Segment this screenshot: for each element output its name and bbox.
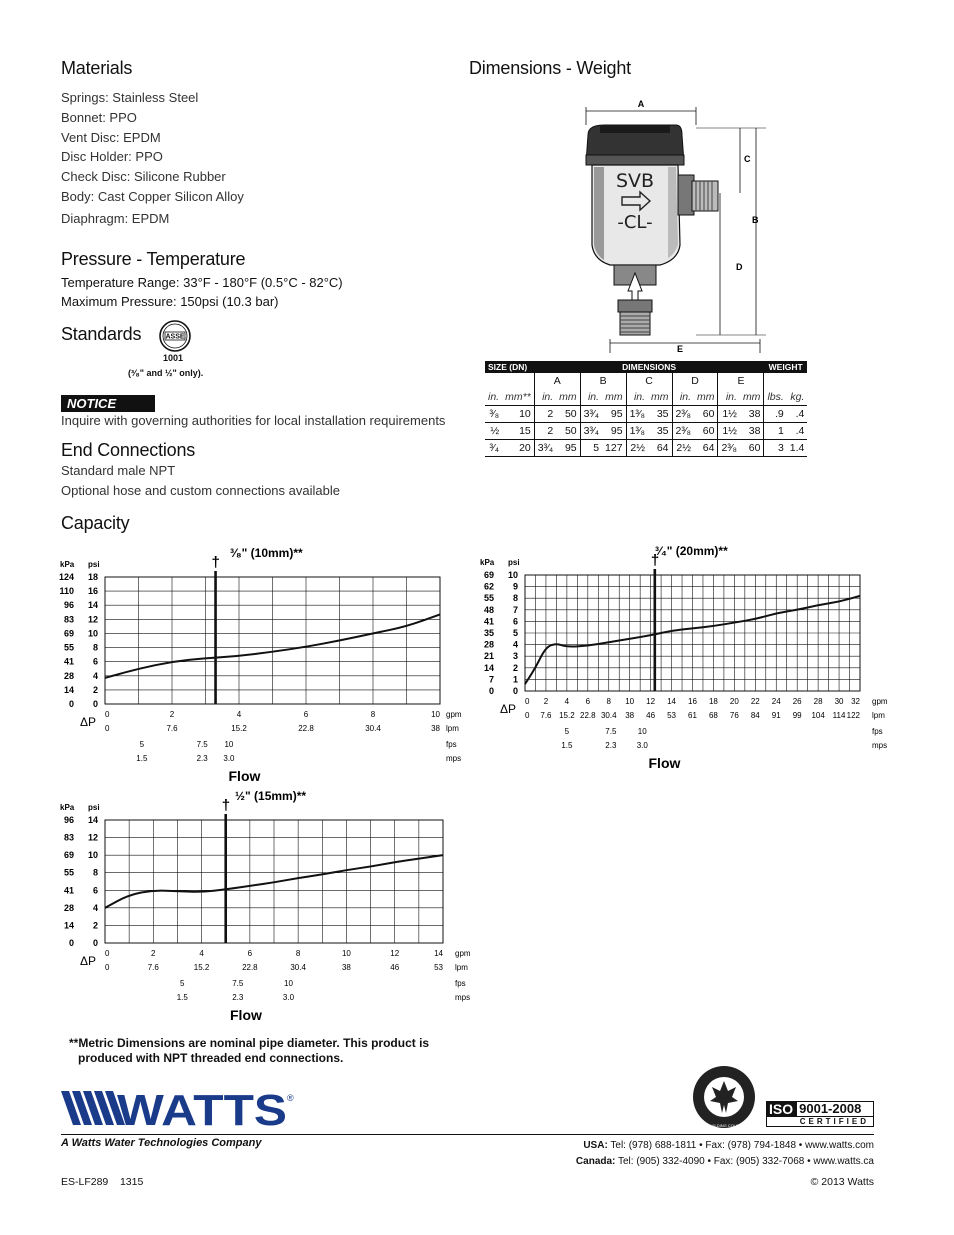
psi-header: psi [88,803,100,812]
y-tick-psi: 6 [512,616,518,627]
kpa-header: kPa [60,560,75,569]
unit-cell: in. [580,389,602,406]
cell: 95 [610,425,623,437]
cell: 10 [519,408,531,420]
x-tick-lpm: 15.2 [559,711,575,720]
psi-header: psi [508,558,520,567]
x-tick-lpm: 22.8 [298,724,314,733]
x-tick-gpm: 16 [688,697,697,706]
x-tick-lpm: 38 [431,724,440,733]
y-tick-psi: 5 [512,628,518,638]
standards-note: (³⁄₈" and ½" only). [128,368,204,378]
x-tick-lpm: 30.4 [365,724,381,733]
cell: 3³⁄₄ [534,440,556,457]
svg-text:®: ® [287,1093,294,1103]
y-tick-kpa: 0 [488,686,494,696]
chart-title: ³⁄₈" (10mm)** [230,546,303,560]
x-tick-gpm: 8 [370,710,376,719]
letter-cell: C [626,373,672,389]
units-row [485,389,807,406]
x-tick-fps: 7.5 [196,740,208,749]
dimensions-title: Dimensions - Weight [469,58,631,78]
y-tick-psi: 8 [92,642,98,653]
tagline: A Watts Water Technologies Company [61,1137,262,1149]
unit-label-lpm: lpm [872,711,885,720]
x-tick-gpm: 26 [792,697,802,706]
pt-line: Maximum Pressure: 150psi (10.3 bar) [61,294,279,309]
y-tick-psi: 4 [92,902,98,913]
x-tick-gpm: 14 [434,949,443,958]
y-tick-kpa: 96 [63,600,74,611]
svg-text:-CL-: -CL- [617,212,653,233]
y-tick-kpa: 28 [63,902,74,913]
materials-title: Materials [61,58,133,78]
y-tick-psi: 10 [507,570,518,580]
cell: ³⁄₈ [489,408,500,420]
x-tick-mps: 1.5 [176,993,188,1002]
table-row [485,406,807,423]
unit-cell: in. [718,389,740,406]
y-tick-kpa: 14 [63,684,74,695]
capacity-chart-1-2 [50,785,480,1035]
x-tick-lpm: 22.8 [242,963,258,972]
notice-label: NOTICE [61,395,155,412]
svg-text:ASSE: ASSE [165,333,185,341]
table-header-row [485,361,807,373]
unit-cell: kg. [790,391,805,403]
cell: 2 [534,406,556,423]
unit-cell: mm [605,391,623,403]
cell: 1 [764,423,787,440]
y-tick-psi: 8 [92,867,98,878]
materials-item: Check Disc: Silicone Rubber [61,169,226,185]
unit-cell: mm [559,391,577,403]
unit-label-gpm: gpm [872,697,888,706]
y-tick-psi: 0 [92,938,98,948]
dagger-marker: † [211,554,220,571]
y-tick-kpa: 28 [483,639,494,650]
x-tick-gpm: 6 [585,697,591,706]
cell: ³⁄₄ [489,442,500,454]
x-tick-mps: 3.0 [282,993,295,1002]
materials-item: Body: Cast Copper Silicon Alloy [61,188,244,204]
unit-cell: lbs. [764,389,787,406]
y-tick-kpa: 35 [483,628,494,638]
cell: 1½ [718,406,740,423]
copyright: © 2013 Watts [810,1176,874,1188]
cell: 2 [534,423,556,440]
y-tick-kpa: 83 [63,614,74,625]
unit-label-fps: fps [455,979,466,988]
x-tick-lpm: 0 [525,711,530,720]
x-tick-mps: 2.3 [605,741,617,750]
table-row [485,423,807,440]
letter-cell: B [580,373,626,389]
canada-contact: Tel: (905) 332-4090 • Fax: (905) 332-7068 • www.watts.ca [615,1156,874,1167]
usa-label: USA: [583,1140,608,1151]
y-tick-psi: 14 [87,815,98,825]
header-weight: WEIGHT [764,361,807,373]
usa-contact: Tel: (978) 688-1811 • Fax: (978) 794-1848 • www.watts.com [607,1140,874,1151]
x-tick-fps: 5 [139,740,145,749]
x-axis-label: Flow [648,755,681,771]
x-tick-gpm: 4 [236,710,242,719]
cell: 35 [656,408,669,420]
canada-label: Canada: [575,1156,616,1167]
cell: .4 [795,408,805,420]
x-tick-lpm: 38 [341,963,351,972]
materials-item: Disc Holder: PPO [61,149,163,165]
footnote-line: **Metric Dimensions are nominal pipe diameter. This product is [69,1036,430,1050]
cell: 127 [605,442,623,454]
cell: 3³⁄₄ [580,423,602,440]
x-tick-fps: 10 [284,979,293,988]
materials-item: Vent Disc: EPDM [61,129,161,145]
y-tick-psi: 10 [87,850,98,861]
svg-text:D: D [736,262,743,272]
unit-label-mps: mps [446,754,462,763]
dagger-marker: † [650,552,660,569]
y-tick-kpa: 55 [63,867,74,878]
y-tick-kpa: 110 [59,586,74,597]
x-tick-fps: 7.5 [232,979,244,988]
x-tick-gpm: 24 [771,697,781,706]
y-tick-psi: 9 [512,581,518,592]
cell: 38 [748,408,761,420]
x-tick-gpm: 20 [729,697,739,706]
unit-cell: mm [651,391,669,403]
y-tick-kpa: 69 [63,628,74,639]
x-tick-mps: 2.3 [196,754,208,763]
unit-cell: in. [626,389,648,406]
cell: 2³⁄₈ [718,440,740,457]
y-tick-kpa: 96 [63,815,74,825]
pt-line: Temperature Range: 33°F - 180°F (0.5°C - 82°C) [61,275,343,290]
y-tick-kpa: 14 [483,662,494,673]
x-tick-lpm: 76 [729,711,739,720]
chart-title: ½" (15mm)** [235,789,307,803]
y-tick-kpa: 41 [63,885,74,896]
y-tick-kpa: 0 [68,699,74,709]
y-tick-kpa: 83 [63,832,74,843]
x-tick-mps: 3.0 [223,754,235,763]
kpa-header: kPa [480,558,495,567]
y-tick-psi: 6 [92,656,98,667]
x-tick-lpm: 38 [625,711,635,720]
materials-item: Springs: Stainless Steel [61,90,199,105]
y-tick-psi: 6 [92,885,98,896]
kpa-header: kPa [60,803,75,812]
footer-divider [61,1134,874,1135]
x-tick-lpm: 91 [771,711,781,720]
cell: 50 [564,408,577,420]
end-connections-text [61,461,340,500]
cell: 95 [564,442,577,454]
cell: 3³⁄₄ [580,406,602,423]
y-tick-kpa: 7 [488,674,494,685]
cell: 60 [702,408,715,420]
x-tick-lpm: 99 [792,711,802,720]
x-tick-lpm: 68 [708,711,718,720]
y-tick-kpa: 41 [483,616,494,627]
x-tick-lpm: 30.4 [290,963,306,972]
chart-title: ³⁄₄" (20mm)** [655,544,728,558]
x-tick-gpm: 12 [390,949,400,958]
svg-text:SVB: SVB [615,170,655,192]
unit-label-gpm: gpm [446,710,462,719]
y-tick-psi: 2 [512,662,518,673]
x-tick-lpm: 15.2 [231,724,247,733]
x-tick-gpm: 0 [105,949,110,958]
x-tick-lpm: 0 [105,724,110,733]
iso-certified-text: CERTIFIED [766,1117,874,1127]
x-tick-gpm: 4 [199,949,204,958]
capacity-chart-3-4 [470,530,910,780]
svg-text:E: E [676,344,684,354]
x-tick-lpm: 30.4 [600,711,617,720]
x-tick-gpm: 8 [295,949,301,958]
unit-label-lpm: lpm [446,724,459,733]
x-tick-gpm: 22 [750,697,760,706]
letter-cell: E [718,373,764,389]
dimensions-table [485,361,807,457]
y-tick-psi: 3 [512,651,518,662]
unit-label-mps: mps [455,993,471,1002]
x-tick-gpm: 10 [431,710,440,719]
x-tick-lpm: 7.6 [540,711,552,720]
footnote [69,1036,429,1065]
standards-title: Standards [61,324,142,344]
y-tick-psi: 2 [92,920,98,931]
cell: 95 [610,408,623,420]
x-tick-lpm: 15.2 [193,963,210,972]
materials-item: Bonnet: PPO [61,109,137,125]
y-tick-psi: 18 [87,572,98,582]
unit-cell: mm [696,391,715,403]
contact-info [576,1138,874,1170]
y-tick-kpa: 28 [63,670,74,681]
iso-certified-badge [766,1101,874,1127]
y-tick-psi: 12 [87,832,98,843]
y-tick-kpa: 69 [63,850,74,861]
cell: 20 [519,442,531,454]
pressure-temperature-title: Pressure - Temperature [61,249,246,269]
cell: 50 [564,425,577,437]
y-tick-psi: 1 [512,674,518,685]
delta-p-label: ΔP [80,954,97,968]
x-tick-lpm: 7.6 [166,724,178,733]
y-tick-psi: 8 [512,593,518,604]
x-tick-gpm: 0 [525,697,530,706]
x-tick-lpm: 46 [390,963,400,972]
unit-cell: in. [672,389,694,406]
unit-label-lpm: lpm [455,963,468,972]
y-tick-psi: 4 [512,639,518,650]
y-tick-kpa: 21 [483,651,494,662]
watts-logo [61,1086,301,1135]
unit-label-fps: fps [872,727,883,736]
cell: 64 [702,442,715,454]
y-tick-psi: 10 [87,628,98,639]
unit-label-fps: fps [446,740,457,749]
x-tick-mps: 1.5 [561,741,573,750]
end-connections-title: End Connections [61,440,196,460]
footnote-line: produced with NPT threaded end connections. [78,1050,344,1065]
svg-text:U.S. GREEN BUILDING COUNCIL ME: U.S. GREEN BUILDING COUNCIL MEMBER [683,1123,765,1128]
y-tick-kpa: 69 [483,570,494,580]
x-tick-gpm: 14 [667,697,677,706]
end-connection-line: Optional hose and custom connections available [61,482,340,498]
materials-item: Diaphragm: EPDM [61,210,170,226]
y-tick-kpa: 41 [63,656,74,667]
letter-cell: A [534,373,580,389]
notice-text: Inquire with governing authorities for local installation requirements [61,413,446,428]
y-tick-psi: 7 [512,604,518,615]
unit-cell: in. [488,391,500,403]
x-tick-lpm: 7.6 [147,963,159,972]
unit-cell: mm [742,391,761,403]
x-tick-gpm: 30 [834,697,844,706]
x-tick-gpm: 0 [105,710,110,719]
x-axis-label: Flow [230,1007,262,1023]
x-tick-gpm: 10 [341,949,351,958]
cell: ½ [490,425,500,437]
x-tick-fps: 5 [180,979,185,988]
header-dimensions: DIMENSIONS [534,361,764,373]
dagger-marker: † [221,797,231,814]
usgbc-member-icon [683,1065,765,1129]
y-tick-kpa: 55 [483,593,494,604]
cell: 5 [580,440,602,457]
x-tick-lpm: 53 [667,711,677,720]
x-tick-lpm: 114 [832,711,846,720]
x-tick-gpm: 6 [303,710,309,719]
valve-drawing [570,95,770,357]
cell: 2½ [672,440,694,457]
x-tick-lpm: 46 [646,711,656,720]
x-tick-gpm: 32 [851,697,860,706]
cell: 64 [656,442,669,454]
svg-text:C: C [744,154,751,164]
delta-p-label: ΔP [500,702,517,716]
x-tick-gpm: 18 [708,697,718,706]
x-tick-fps: 10 [637,727,647,736]
cell: 1³⁄₈ [626,423,648,440]
cell: 60 [748,442,761,454]
svg-text:A: A [637,99,645,109]
x-tick-lpm: 53 [434,963,443,972]
doc-code: ES-LF289 1315 [61,1176,144,1188]
x-tick-lpm: 0 [105,963,110,972]
capacity-chart-3-8 [50,535,480,790]
x-tick-mps: 2.3 [232,993,244,1002]
x-tick-lpm: 122 [846,711,860,720]
x-tick-gpm: 8 [606,697,611,706]
x-tick-fps: 7.5 [605,727,617,736]
delta-p-label: ΔP [80,715,97,729]
cell: 2³⁄₈ [672,406,694,423]
x-tick-gpm: 6 [247,949,253,958]
x-tick-mps: 1.5 [136,754,148,763]
x-tick-gpm: 10 [625,697,635,706]
y-tick-kpa: 0 [68,938,74,948]
psi-header: psi [88,560,100,569]
cell: .9 [764,406,787,423]
y-tick-psi: 0 [512,686,518,696]
cell: 1½ [718,423,740,440]
y-tick-psi: 14 [87,600,98,611]
x-axis-label: Flow [228,768,261,784]
y-tick-psi: 12 [87,614,98,625]
y-tick-kpa: 14 [63,920,74,931]
y-tick-kpa: 62 [483,581,494,592]
materials-list [61,88,244,229]
unit-label-gpm: gpm [455,949,471,958]
unit-label-mps: mps [872,741,888,750]
iso-prefix: ISO [766,1101,796,1117]
y-tick-psi: 2 [92,684,98,695]
cell: 3 [764,440,787,457]
x-tick-gpm: 2 [169,710,175,719]
letter-cell: D [672,373,718,389]
svg-text:B: B [752,215,759,225]
header-size: SIZE (DN) [485,361,534,373]
iso-number: 9001-2008 [796,1101,874,1117]
x-tick-lpm: 104 [811,711,825,720]
cell: 15 [519,425,531,437]
asse-seal-icon [159,320,191,352]
x-tick-fps: 5 [564,727,570,736]
pressure-temperature-text [61,273,343,311]
x-tick-gpm: 4 [564,697,570,706]
x-tick-gpm: 12 [646,697,656,706]
unit-cell: in. [534,389,556,406]
y-tick-kpa: 55 [63,642,74,653]
cell: 35 [656,425,669,437]
y-tick-kpa: 124 [58,572,74,582]
x-tick-gpm: 2 [151,949,156,958]
x-tick-gpm: 28 [813,697,823,706]
cell: 1.4 [789,442,805,454]
cell: 60 [702,425,715,437]
capacity-title: Capacity [61,513,130,533]
y-tick-kpa: 48 [483,604,494,615]
standards-number: 1001 [163,353,184,363]
x-tick-mps: 3.0 [636,741,648,750]
contact-usa [576,1138,874,1154]
cell: 1³⁄₈ [626,406,648,423]
x-tick-lpm: 61 [688,711,697,720]
cell: .4 [795,425,805,437]
cell: 2½ [626,440,648,457]
y-tick-psi: 0 [92,699,98,709]
x-tick-lpm: 22.8 [580,711,596,720]
x-tick-lpm: 84 [750,711,760,720]
cell: 2³⁄₈ [672,423,694,440]
unit-cell: mm** [505,391,531,403]
cell: 38 [748,425,761,437]
x-tick-fps: 10 [224,740,234,749]
end-connection-line: Standard male NPT [61,463,176,478]
y-tick-psi: 16 [87,586,98,597]
table-row [485,440,807,457]
x-tick-gpm: 2 [543,697,549,706]
y-tick-psi: 4 [92,670,98,681]
contact-canada [576,1154,874,1170]
svg-text:WATTS: WATTS [117,1086,287,1135]
letters-row [485,373,807,389]
